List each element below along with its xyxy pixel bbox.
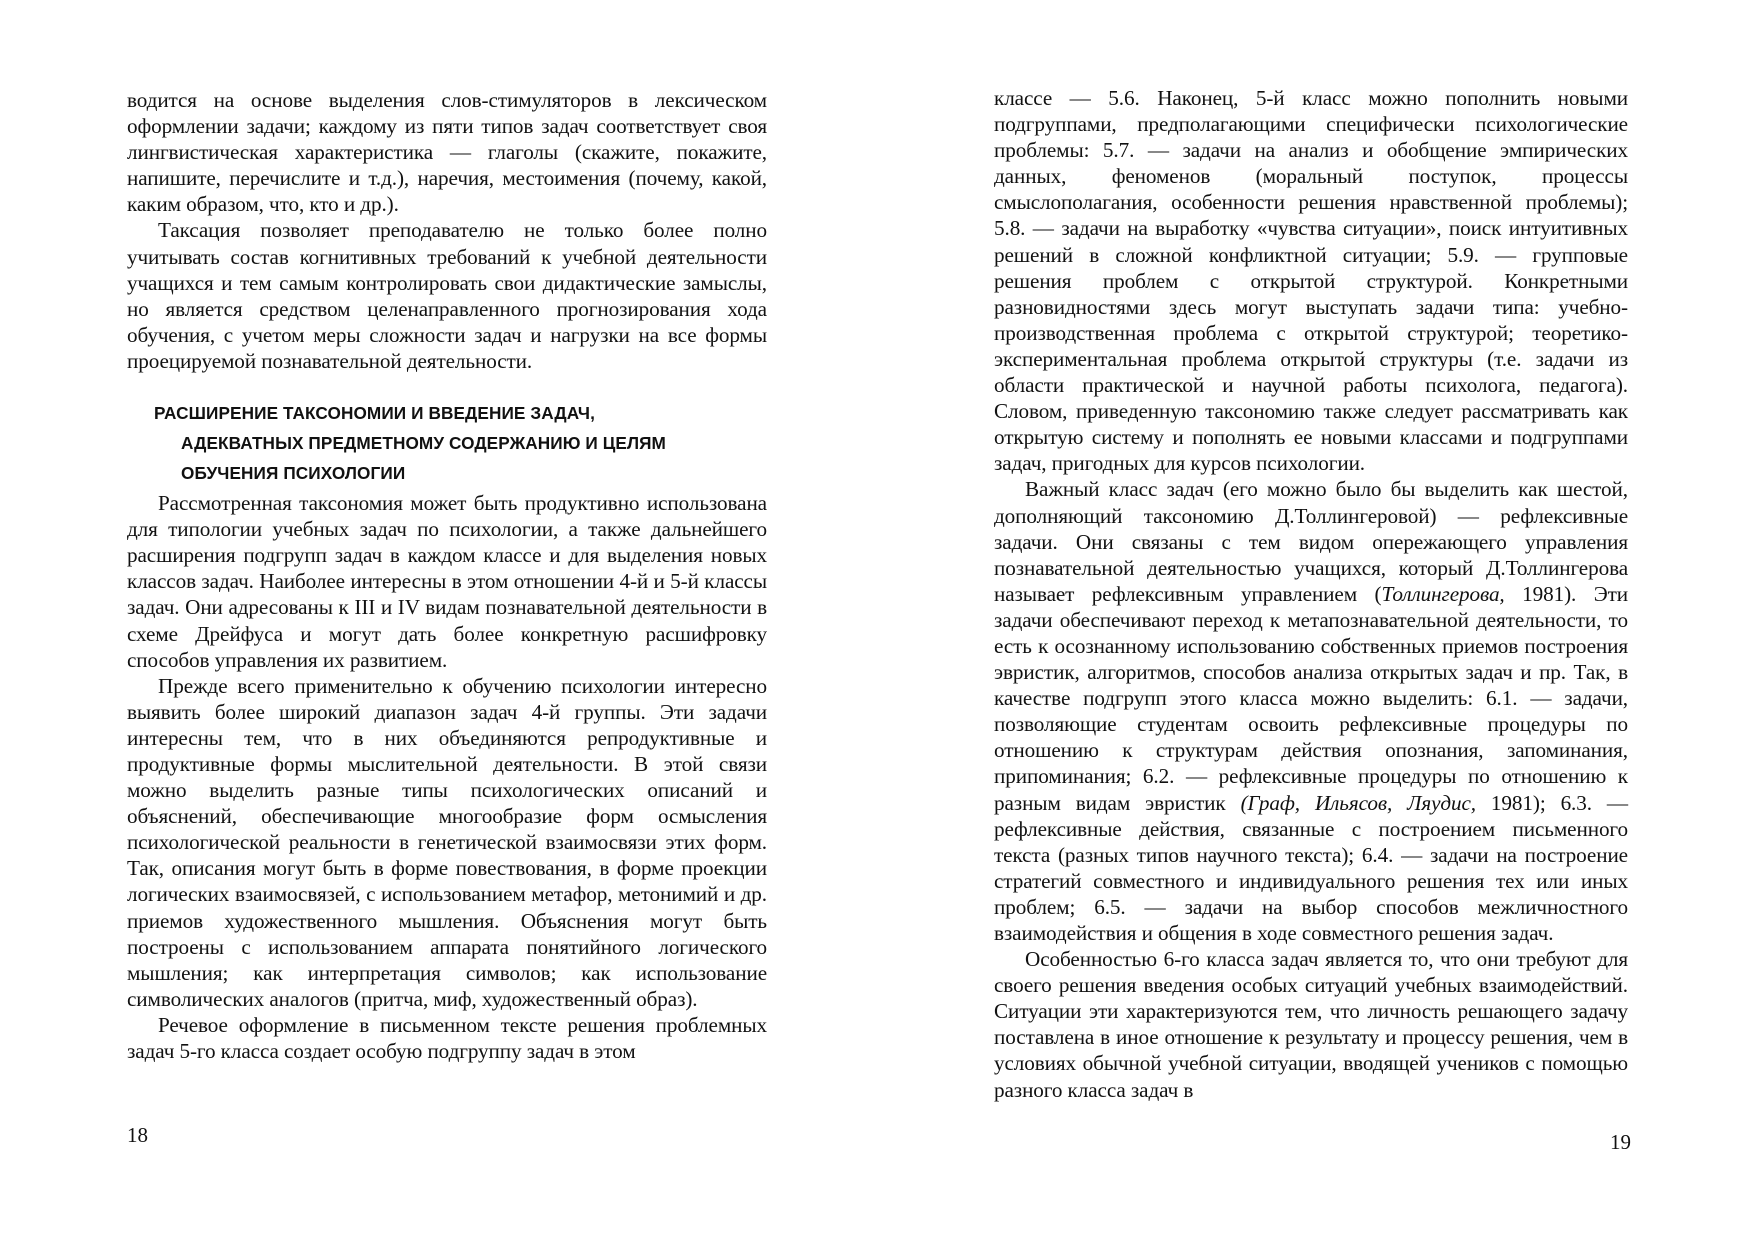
text-segment: 1981); 6.3. — рефлексивные действия, связанные с построением письменного текста (разных типов научного текста); 6.4. — задачи на построение стратегий совместного и индивидуального решения тех или иных проблем; 6.5. — задачи на выбор способов межличностного взаимодействия и общения в ходе совместного решения задач. <box>994 790 1628 945</box>
citation-italic: Толлингерова, <box>1381 581 1505 606</box>
left-page-text-column <box>127 87 767 1064</box>
page-number-right: 19 <box>1610 1130 1631 1154</box>
text-segment: Рассмотренная таксономия может быть продуктивно использована для типологии учебных задач по психологии, а также дальнейшего расширения подгрупп задач в каждом классе и для выделения новых классов задач. Наиболее интересны в этом отношении 4-й и 5-й классы задач. Они адресованы к III и IV видам познавательной деятельности в схеме Дрейфуса и могут дать более конкретную расшифровку способов управления их развитием. <box>127 491 767 672</box>
text-segment: Особенностью 6-го класса задач является то, что они требуют для своего решения введения особых ситуаций учебных взаимодействий. Ситуации эти характеризуются тем, что личность решающего задачу поставлена в иное отношение к результату и процессу решения, чем в условиях обычной учебной ситуации, вводящей учеников с помощью разного класса задач в <box>994 947 1628 1102</box>
citation-italic: (Граф, Ильясов, Ляудис, <box>1240 790 1476 815</box>
right-page-text-column <box>994 85 1628 1103</box>
text-segment: 1981). Эти задачи обеспечивают переход к метапознавательной деятельности, то есть к осознанному использованию собственных приемов построения эвристик, алгоритмов, способов анализа открытых задач и пр. Так, в качестве подгрупп этого класса можно выделить: 6.1. — задачи, позволяющие студентам освоить рефлексивные процедуры по отношению к структурам действия опознания, запоминания, припоминания; 6.2. — рефлексивные процедуры по отношению к разным видам эвристик <box>994 581 1628 815</box>
left-page <box>0 0 876 1241</box>
right-page <box>876 0 1753 1241</box>
text-segment: классе — 5.6. Наконец, 5-й класс можно пополнить новыми подгруппами, предполагающими специфически психологические проблемы: 5.7. — задачи на анализ и обобщение эмпирических данных, феноменов (моральный поступок, процессы смыслополагания, особенности решения нравственной проблемы); 5.8. — задачи на выработку «чувства ситуации», поиск интуитивных решений в сложной конфликтной ситуации; 5.9. — групповые решения проблем с открытой структурой. Конкретными разновидностями здесь могут выступать задачи типа: учебно-производственная проблема с открытой структурой; теоретико-экспериментальная проблема открытой структуры (т.е. задачи из области практической и научной работы психолога, педагога). Словом, приведенную таксономию также следует рассматривать как открытую систему и пополнять ее новыми классами и подгруппами задач, пригодных для курсов психологии. <box>994 86 1628 476</box>
left-paragraph-1 <box>127 87 767 217</box>
left-paragraph-3 <box>127 490 767 673</box>
section-heading-line-3: ОБУЧЕНИЯ ПСИХОЛОГИИ <box>181 463 406 484</box>
section-heading <box>127 398 767 488</box>
text-segment: Важный класс задач (его можно было бы выделить как шестой, дополняющий таксономию Д.Толлингеровой) — рефлексивные задачи. Они связаны с тем видом опережающего управления познавательной деятельностью учащихся, который Д.Толлингерова называет рефлексивным управлением ( <box>994 477 1628 606</box>
left-paragraph-2 <box>127 217 767 374</box>
text-segment: Таксация позволяет преподавателю не только более полно учитывать состав когнитивных требований к учебной деятельности учащихся и тем самым контролировать свои дидактические замыслы, но является средством целенаправленного прогнозирования хода обучения, с учетом меры сложности задач и нагрузки на все формы проецируемой познавательной деятельности. <box>127 218 767 373</box>
page-number-left: 18 <box>127 1123 148 1147</box>
section-heading-line-1: РАСШИРЕНИЕ ТАКСОНОМИИ И ВВЕДЕНИЕ ЗАДАЧ, <box>154 403 595 424</box>
left-paragraph-4 <box>127 673 767 1012</box>
right-paragraph-1 <box>994 85 1628 476</box>
text-segment: Прежде всего применительно к обучению психологии интересно выявить более широкий диапазон задач 4-й группы. Эти задачи интересны тем, что в них объединяются репродуктивные и продуктивные формы мыслительной деятельности. В этой связи можно выделить разные типы психологических описаний и объяснений, обеспечивающие многообразие форм осмысления психологической реальности в генетической взаимосвязи этих форм. Так, описания могут быть в форме повествования, в форме проекции логических взаимосвязей, с использованием метафор, метонимий и др. приемов художественного мышления. Объяснения могут быть построены с использованием аппарата понятийного логического мышления; как интерпретация символов; как использование символических аналогов (притча, миф, художественный образ). <box>127 673 767 1011</box>
left-paragraph-5 <box>127 1012 767 1064</box>
text-segment: Речевое оформление в письменном тексте решения проблемных задач 5-го класса создает особую подгруппу задач в этом <box>127 1012 767 1063</box>
text-segment: водится на основе выделения слов-стимуляторов в лексическом оформлении задачи; каждому из пяти типов задач соответствует своя лингвистическая характеристика — глаголы (скажите, покажите, напишите, перечислите и т.д.), наречия, местоимения (почему, какой, каким образом, что, кто и др.). <box>127 88 767 217</box>
right-paragraph-3 <box>994 946 1628 1103</box>
section-heading-line-2: АДЕКВАТНЫХ ПРЕДМЕТНОМУ СОДЕРЖАНИЮ И ЦЕЛЯМ <box>181 433 666 454</box>
right-paragraph-2 <box>994 476 1628 946</box>
